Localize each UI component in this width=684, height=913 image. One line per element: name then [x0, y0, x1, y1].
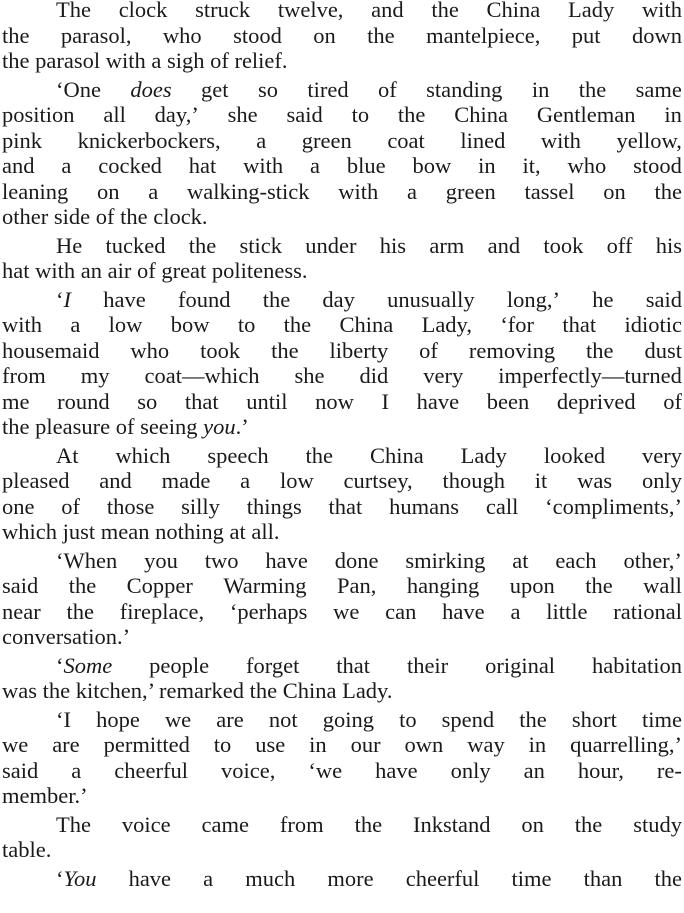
- word: mantelpiece,: [426, 22, 541, 48]
- word: have: [103, 286, 146, 312]
- text-line: [2, 783, 682, 809]
- word: short: [571, 706, 617, 732]
- text-run: member.’: [2, 783, 88, 808]
- word: on: [96, 178, 120, 204]
- word: a: [240, 468, 251, 493]
- word: with: [2, 312, 43, 337]
- word: who: [567, 153, 607, 178]
- word: people: [149, 652, 210, 678]
- text-line: [2, 443, 682, 469]
- word: bow: [170, 312, 210, 337]
- word: we: [333, 598, 360, 624]
- word: two: [204, 547, 239, 573]
- word: permitted: [103, 732, 190, 757]
- word: she: [294, 363, 325, 388]
- word: and: [371, 0, 404, 22]
- word: voice,: [221, 757, 276, 783]
- word: the: [585, 573, 613, 598]
- word: more: [327, 865, 374, 891]
- word: have: [128, 865, 172, 891]
- word: cocked: [98, 153, 162, 178]
- italic-word: does: [130, 76, 172, 102]
- word: much: [245, 865, 296, 891]
- word: that: [184, 388, 219, 414]
- word: ‘Some: [56, 652, 113, 678]
- word: a: [61, 153, 72, 178]
- paragraph: [2, 812, 682, 863]
- word: The: [56, 811, 91, 837]
- text-line: [2, 548, 682, 574]
- word: to: [351, 102, 370, 127]
- text-line: [2, 519, 682, 545]
- word: a: [70, 312, 81, 337]
- word: tucked: [105, 232, 166, 258]
- text-run: the parasol with a sigh of relief.: [2, 48, 288, 73]
- word: the: [305, 442, 334, 468]
- word: China: [486, 0, 541, 22]
- word: put: [571, 22, 601, 48]
- word: unusually: [387, 286, 475, 312]
- word: China: [369, 442, 424, 468]
- text-line: [2, 204, 682, 230]
- page-text: [2, 0, 682, 891]
- paragraph: [2, 443, 682, 545]
- text-line: [2, 653, 682, 679]
- word: ‘compliments,’: [545, 493, 682, 519]
- word: on: [313, 22, 336, 48]
- text-run: which just mean nothing at all.: [2, 519, 280, 544]
- word: liberty: [329, 337, 389, 363]
- word: ‘I: [56, 706, 71, 732]
- word: original: [485, 652, 556, 678]
- word: the: [354, 811, 383, 837]
- text-line: [2, 258, 682, 284]
- word: on: [521, 811, 544, 837]
- word: China: [339, 312, 394, 337]
- word: the: [586, 337, 614, 363]
- word: took: [200, 337, 241, 363]
- word: made: [161, 468, 211, 493]
- word: smirking: [405, 547, 486, 573]
- word: a: [256, 127, 267, 153]
- word: blue: [346, 153, 386, 178]
- word: near: [2, 598, 41, 624]
- word: ‘I: [56, 286, 71, 312]
- word: said: [645, 286, 682, 312]
- word: off: [606, 232, 633, 258]
- word: looked: [543, 442, 606, 468]
- text-line: [2, 707, 682, 733]
- word: can: [385, 598, 417, 624]
- word: Inkstand: [412, 811, 491, 837]
- word: did: [359, 363, 389, 388]
- word: from: [2, 363, 46, 388]
- word: housemaid: [2, 337, 100, 363]
- text-run: table.: [2, 837, 52, 862]
- word: with: [243, 153, 284, 178]
- word: in: [528, 732, 547, 757]
- word: came: [201, 811, 249, 837]
- word: yellow,: [616, 127, 682, 153]
- word: stick: [239, 232, 283, 258]
- paragraph: [2, 287, 682, 440]
- word: At: [56, 442, 79, 468]
- word: of: [663, 388, 682, 414]
- italic-text: you: [203, 414, 236, 439]
- word: coat: [387, 127, 425, 153]
- word: in: [478, 153, 496, 178]
- word: green: [301, 127, 352, 153]
- word: who: [130, 337, 170, 363]
- word: the: [578, 76, 607, 102]
- word: green: [445, 178, 496, 204]
- word: Lady,: [421, 312, 472, 337]
- word: found: [177, 286, 231, 312]
- word: was: [577, 468, 613, 493]
- word: with: [338, 178, 379, 204]
- word: Warming: [223, 573, 307, 598]
- word: the: [397, 102, 426, 127]
- word: study: [633, 811, 682, 837]
- word: a: [310, 153, 321, 178]
- word: she: [227, 102, 258, 127]
- word: that: [328, 493, 363, 519]
- word: coat—which: [144, 363, 260, 388]
- word: idiotic: [624, 312, 682, 337]
- text-line: [2, 599, 682, 625]
- text-line: [2, 866, 682, 892]
- text-line: [2, 23, 682, 49]
- word: bow: [412, 153, 452, 178]
- text-line: [2, 338, 682, 364]
- word: other,’: [623, 547, 682, 573]
- word: time: [641, 706, 682, 732]
- word: ‘When: [56, 547, 118, 573]
- word: the: [262, 286, 291, 312]
- word: that: [562, 312, 597, 337]
- word: we: [164, 706, 192, 732]
- word: to: [213, 732, 232, 757]
- word: deprived: [556, 388, 636, 414]
- word: wall: [643, 573, 682, 598]
- word: and: [2, 153, 35, 178]
- word: speech: [207, 442, 269, 468]
- word: in: [531, 76, 550, 102]
- word: in: [309, 732, 327, 757]
- word: re-: [656, 757, 682, 783]
- word: own: [404, 732, 444, 757]
- word: you: [144, 547, 178, 573]
- text-line: [2, 758, 682, 784]
- word: Gentleman: [536, 102, 636, 127]
- word: are: [52, 732, 80, 757]
- word: a: [148, 178, 159, 204]
- word: ‘we: [308, 757, 343, 783]
- word: hope: [96, 706, 140, 732]
- word: my: [80, 363, 110, 388]
- word: Lady: [460, 442, 507, 468]
- word: said: [286, 102, 323, 127]
- text-line: [2, 312, 682, 338]
- word: down: [631, 22, 682, 48]
- word: so: [257, 76, 278, 102]
- text-line: [2, 414, 682, 440]
- word: of: [61, 493, 81, 519]
- word: ‘One: [56, 76, 101, 102]
- word: the: [367, 22, 395, 48]
- word: get: [201, 76, 229, 102]
- word: have: [442, 598, 485, 624]
- word: I: [381, 388, 390, 414]
- word: and: [99, 468, 132, 493]
- word: on: [603, 178, 626, 204]
- text-line: [2, 678, 682, 704]
- word: humans: [389, 493, 460, 519]
- word: the: [574, 811, 603, 837]
- word: going: [322, 706, 374, 732]
- word: parasol,: [60, 22, 132, 48]
- word: call: [485, 493, 519, 519]
- word: day: [322, 286, 355, 312]
- word: one: [2, 493, 35, 519]
- word: than: [583, 865, 623, 891]
- word: habitation: [591, 652, 682, 678]
- word: position: [2, 102, 75, 127]
- word: so: [137, 388, 158, 414]
- text-line: [2, 233, 682, 259]
- text-line: [2, 624, 682, 650]
- word: long,’: [506, 286, 561, 312]
- paragraph: [2, 653, 682, 704]
- word: fireplace,: [119, 598, 205, 624]
- word: under: [305, 232, 357, 258]
- word: curtsey,: [343, 468, 413, 493]
- word: hanging: [406, 573, 480, 598]
- word: from: [279, 811, 324, 837]
- word: twelve,: [277, 0, 344, 22]
- text-run: conversation.’: [2, 624, 131, 649]
- word: a: [406, 178, 417, 204]
- word: and: [487, 232, 521, 258]
- word: of: [378, 76, 397, 102]
- word: only: [641, 468, 682, 493]
- word: tassel: [524, 178, 575, 204]
- word: which: [115, 442, 171, 468]
- word: we: [2, 732, 29, 757]
- word: the: [66, 598, 94, 624]
- word: dust: [644, 337, 682, 363]
- text-line: [2, 732, 682, 758]
- text-line: [2, 153, 682, 179]
- word: it,: [522, 153, 541, 178]
- word: way: [467, 732, 505, 757]
- word: not: [268, 706, 298, 732]
- word: those: [106, 493, 155, 519]
- word: hour,: [577, 757, 624, 783]
- word: the: [2, 22, 30, 48]
- word: clock: [118, 0, 168, 22]
- word: that: [336, 652, 371, 678]
- word: me: [2, 388, 30, 414]
- word: very: [642, 442, 682, 468]
- text-line: [2, 837, 682, 863]
- word: use: [255, 732, 286, 757]
- word: time: [511, 865, 552, 891]
- text-line: [2, 389, 682, 415]
- word: Lady: [568, 0, 615, 22]
- word: all: [103, 102, 126, 127]
- paragraph: [2, 548, 682, 650]
- word: our: [350, 732, 381, 757]
- word: now: [315, 388, 354, 414]
- text-run: hat with an air of great politeness.: [2, 258, 308, 283]
- word: struck: [195, 0, 251, 22]
- text-line: [2, 128, 682, 154]
- text-run: .’: [235, 414, 249, 439]
- word: cheerful: [114, 757, 188, 783]
- word: have: [416, 388, 460, 414]
- word: a: [510, 598, 521, 624]
- text-run: the pleasure of seeing: [2, 414, 204, 439]
- word: pink: [2, 127, 43, 153]
- word: in: [664, 102, 682, 127]
- word: have: [375, 757, 418, 783]
- word: with: [641, 0, 682, 22]
- word: the: [271, 337, 299, 363]
- word: quarrelling,’: [570, 732, 682, 757]
- word: though: [442, 468, 505, 493]
- word: each: [555, 547, 597, 573]
- word: day,’: [154, 102, 199, 127]
- word: of: [419, 337, 438, 363]
- text-run: was the kitchen,’ remarked the China Lady.: [2, 678, 393, 703]
- word: He: [56, 232, 83, 258]
- word: took: [543, 232, 584, 258]
- paragraph: [2, 707, 682, 809]
- word: have: [265, 547, 308, 573]
- word: standing: [426, 76, 503, 102]
- word: who: [162, 22, 202, 48]
- paragraph: [2, 233, 682, 284]
- word: pleased: [2, 468, 70, 493]
- word: their: [406, 652, 449, 678]
- word: round: [57, 388, 110, 414]
- word: he: [592, 286, 614, 312]
- word: Copper: [126, 573, 193, 598]
- word: spend: [441, 706, 495, 732]
- word: until: [246, 388, 288, 414]
- paragraph: [2, 866, 682, 892]
- word: China: [454, 102, 508, 127]
- word: forget: [246, 652, 300, 678]
- word: walking-stick: [186, 178, 310, 204]
- word: tired: [307, 76, 349, 102]
- word: The: [56, 0, 91, 22]
- word: stood: [633, 153, 682, 178]
- word: ‘for: [500, 312, 535, 337]
- word: knickerbockers,: [77, 127, 221, 153]
- word: the: [654, 178, 682, 204]
- word: ‘perhaps: [229, 598, 308, 624]
- word: at: [512, 547, 529, 573]
- word: the: [519, 706, 547, 732]
- text-line: [2, 363, 682, 389]
- word: very: [423, 363, 464, 388]
- word: hat: [188, 153, 217, 178]
- text-line: [2, 287, 682, 313]
- word: little: [546, 598, 588, 624]
- text-line: [2, 812, 682, 838]
- word: to: [399, 706, 417, 732]
- word: said: [2, 757, 39, 783]
- word: the: [431, 0, 459, 22]
- text-line: [2, 573, 682, 599]
- word: same: [635, 76, 682, 102]
- word: with: [540, 127, 581, 153]
- word: leaning: [2, 178, 69, 204]
- word: low: [279, 468, 314, 493]
- word: low: [108, 312, 143, 337]
- paragraph: [2, 77, 682, 230]
- text-run: other side of the clock.: [2, 204, 208, 229]
- word: silly: [181, 493, 220, 519]
- word: done: [334, 547, 379, 573]
- word: stood: [233, 22, 282, 48]
- word: voice: [121, 811, 171, 837]
- text-line: [2, 77, 682, 103]
- word: rational: [613, 598, 682, 624]
- text-line: [2, 179, 682, 205]
- text-line: [2, 494, 682, 520]
- word: a: [71, 757, 82, 783]
- word: said: [2, 573, 39, 598]
- text-line: [2, 102, 682, 128]
- word: Pan,: [336, 573, 377, 598]
- word: removing: [468, 337, 556, 363]
- word: imperfectly—turned: [498, 363, 682, 388]
- word: ‘You: [56, 865, 97, 891]
- paragraph: [2, 0, 682, 74]
- word: the: [654, 865, 682, 891]
- word: things: [246, 493, 302, 519]
- word: been: [486, 388, 530, 414]
- word: his: [379, 232, 407, 258]
- word: are: [216, 706, 244, 732]
- text-line: [2, 0, 682, 23]
- word: it: [534, 468, 548, 493]
- word: lined: [460, 127, 506, 153]
- word: arm: [429, 232, 465, 258]
- word: the: [283, 312, 312, 337]
- word: his: [655, 232, 682, 258]
- text-line: [2, 468, 682, 494]
- word: cheerful: [405, 865, 480, 891]
- text-line: [2, 48, 682, 74]
- word: the: [68, 573, 97, 598]
- word: an: [523, 757, 545, 783]
- word: upon: [509, 573, 555, 598]
- word: a: [203, 865, 214, 891]
- word: to: [237, 312, 256, 337]
- word: only: [450, 757, 491, 783]
- word: the: [188, 232, 217, 258]
